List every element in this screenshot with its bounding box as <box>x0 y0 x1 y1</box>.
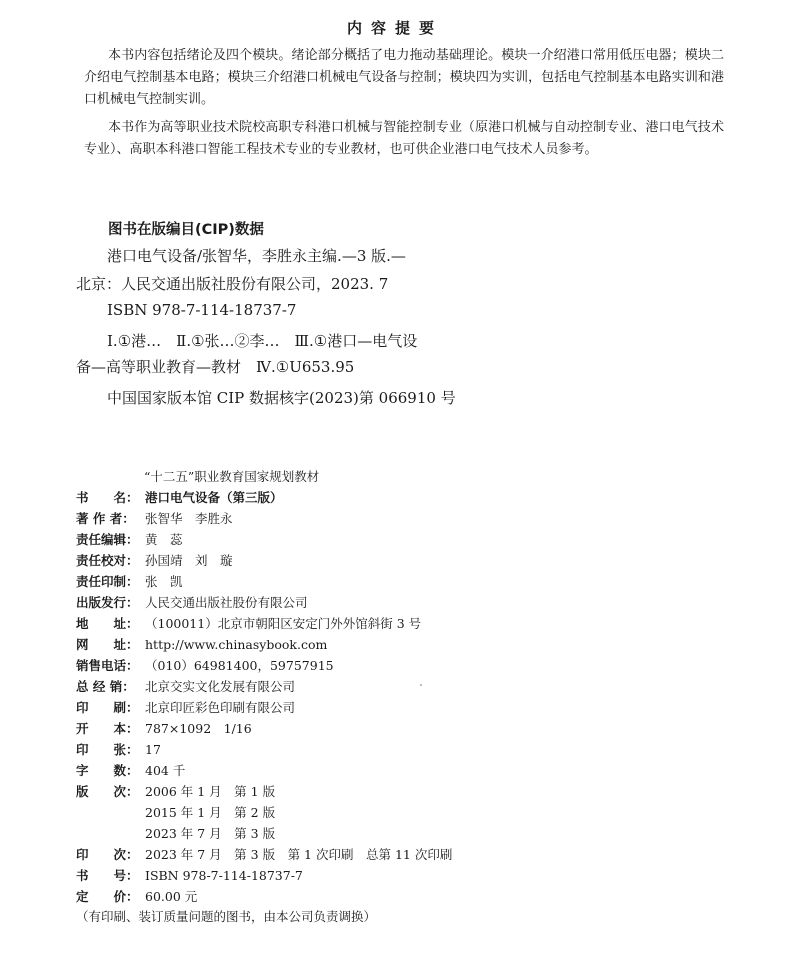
colophon-value: 黄 蕊 <box>145 532 183 547</box>
colophon-label: 出版发行： <box>76 595 139 610</box>
cip-classification-2: 备—高等职业教育—教材 Ⅳ.①U653.95 <box>76 358 355 376</box>
colophon-value: 港口电气设备（第三版） <box>145 490 283 505</box>
colophon-row-authors <box>76 508 233 529</box>
colophon-value: 北京印匠彩色印刷有限公司 <box>145 700 296 715</box>
colophon-label: 著 作 者： <box>76 511 135 526</box>
colophon-row-price <box>76 886 198 907</box>
colophon-value: 787×1092 1/16 <box>145 721 252 736</box>
colophon-row-format <box>76 718 252 739</box>
colophon-value: 2023 年 7 月 第 3 版 <box>145 826 276 841</box>
colophon-row-editor <box>76 529 183 550</box>
quality-note: （有印刷、装订质量问题的图书，由本公司负责调换） <box>76 909 377 924</box>
colophon-label: 开 本： <box>76 721 139 736</box>
colophon-label: 责任校对： <box>76 553 139 568</box>
colophon-row-website <box>76 634 328 655</box>
colophon-value: 60.00 元 <box>145 889 198 904</box>
summary-paragraph-1-text: 本书内容包括绪论及四个模块。绪论部分概括了电力拖动基础理论。模块一介绍港口常用低压电器；模块二介绍电气控制基本电路；模块三介绍港口机械电气设备与控制；模块四为实训，包括电气控制基本电路实训和港口机械电气控制实训。 <box>84 48 724 107</box>
colophon-label: 印 次： <box>76 847 139 862</box>
colophon-row-address <box>76 613 422 634</box>
colophon-label: 定 价： <box>76 889 139 904</box>
colophon-label: 总 经 销： <box>76 679 135 694</box>
colophon-value: 张 凯 <box>145 574 183 589</box>
colophon-label: 字 数： <box>76 763 139 778</box>
cip-line-1: 港口电气设备/张智华，李胜永主编.—3 版.— <box>107 247 406 265</box>
colophon-value: （100011）北京市朝阳区安定门外外馆斜街 3 号 <box>145 616 422 631</box>
colophon-value: 404 千 <box>145 763 186 778</box>
colophon-row-edition <box>76 781 276 802</box>
colophon-row-publisher <box>76 592 308 613</box>
colophon-row-sales-phone <box>76 655 334 676</box>
colophon-label: 责任印制： <box>76 574 139 589</box>
colophon-row-title <box>76 487 283 508</box>
colophon-label: 地 址： <box>76 616 139 631</box>
colophon-value: 2015 年 1 月 第 2 版 <box>145 805 276 820</box>
cip-title: 图书在版编目(CIP)数据 <box>108 222 264 238</box>
summary-paragraph-2-text: 本书作为高等职业技术院校高职专科港口机械与智能控制专业（原港口机械与自动控制专业、港口电气技术专业）、高职本科港口智能工程技术专业的专业教材，也可供企业港口电气技术人员参考。 <box>84 120 724 157</box>
colophon-value: 张智华 李胜永 <box>145 511 233 526</box>
series-title: “十二五”职业教育国家规划教材 <box>144 469 320 484</box>
colophon-value: （010）64981400，59757915 <box>145 658 334 673</box>
colophon-value: ISBN 978-7-114-18737-7 <box>145 868 303 883</box>
cip-isbn: ISBN 978-7-114-18737-7 <box>107 301 297 319</box>
summary-paragraph-2 <box>84 117 724 161</box>
cip-classification-1: Ⅰ.①港… Ⅱ.①张…②李… Ⅲ.①港口—电气设 <box>107 332 418 350</box>
colophon-row-word-count <box>76 760 186 781</box>
scan-speck <box>420 684 422 686</box>
colophon-value: 北京交实文化发展有限公司 <box>145 679 296 694</box>
cip-record-number: 中国国家版本馆 CIP 数据核字(2023)第 066910 号 <box>107 389 456 407</box>
colophon-row-distributor <box>76 676 296 697</box>
summary-paragraph-1 <box>84 45 724 111</box>
colophon-row-printer <box>76 697 296 718</box>
colophon-value: http://www.chinasybook.com <box>145 637 328 652</box>
colophon-value: 人民交通出版社股份有限公司 <box>145 595 308 610</box>
colophon-label: 印 张： <box>76 742 139 757</box>
colophon-row-print-supervisor <box>76 571 183 592</box>
colophon-label: 印 刷： <box>76 700 139 715</box>
colophon-value: 2023 年 7 月 第 3 版 第 1 次印刷 总第 11 次印刷 <box>145 847 453 862</box>
colophon-value: 2006 年 1 月 第 1 版 <box>145 784 276 799</box>
summary-title: 内容提要 <box>346 19 443 37</box>
colophon-value: 17 <box>145 742 161 757</box>
colophon-label: 网 址： <box>76 637 139 652</box>
colophon-row-proofreader <box>76 550 233 571</box>
colophon-value: 孙国靖 刘 璇 <box>145 553 233 568</box>
colophon-label: 销售电话： <box>76 658 139 673</box>
colophon-row-printed-sheets <box>76 739 161 760</box>
cip-line-2: 北京：人民交通出版社股份有限公司，2023. 7 <box>76 275 389 293</box>
colophon-label: 书 号： <box>76 868 139 883</box>
colophon-row-impression <box>76 844 453 865</box>
colophon-label: 书 名： <box>76 490 139 505</box>
colophon-row-isbn <box>76 865 303 886</box>
colophon-label: 版 次： <box>76 784 139 799</box>
colophon-label: 责任编辑： <box>76 532 139 547</box>
